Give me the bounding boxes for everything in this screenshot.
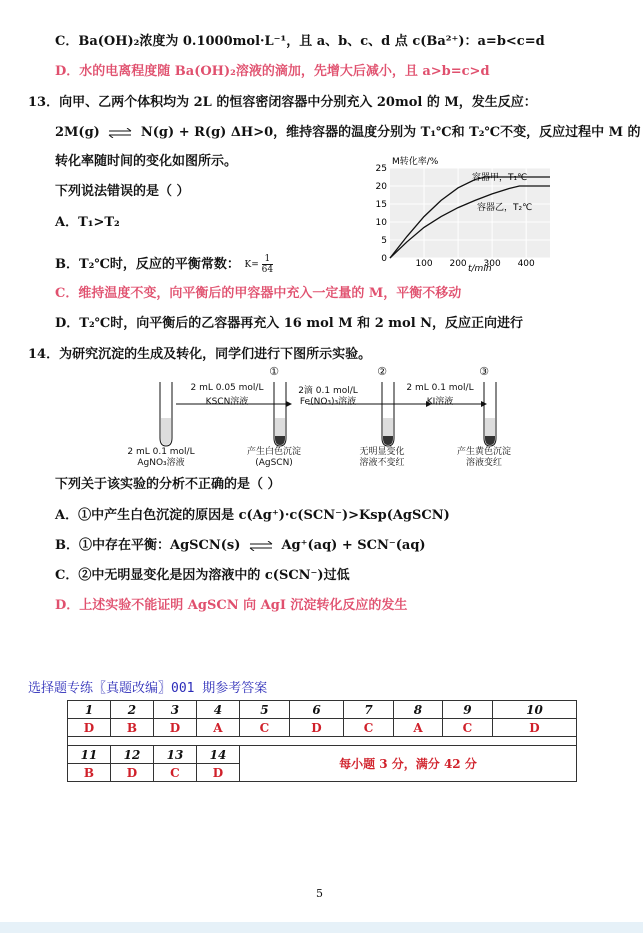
answer-table [67,700,577,782]
answer-value-cell: A [196,719,239,737]
answer-value-cell: D [68,719,111,737]
x-tick-label: 200 [449,259,467,269]
answer-number-cell: 1 [68,701,111,719]
tube-0-icon [160,382,172,446]
answer-number-cell: 13 [153,746,196,764]
x-tick-label: 100 [415,259,433,269]
tube3-label-line1: 产生黄色沉淀 [456,447,511,457]
y-tick-label: 10 [375,218,387,228]
q14-option-b-left: B．①中存在平衡：AgSCN(s) [55,538,241,553]
answer-value-cell: A [394,719,443,737]
answer-number-cell: 3 [153,701,196,719]
tube1-label-line2: (AgSCN) [255,458,293,468]
answer-value-cell: C [239,719,289,737]
answer-number-cell: 5 [239,701,289,719]
k-denominator: 64 [261,265,274,275]
series-label-yi: 容器乙，T₂℃ [477,203,533,213]
k-label: K= [244,260,259,270]
tube-3-icon [484,382,496,446]
step3-reagent-line1: 2 mL 0.1 mol/L [406,383,474,393]
q13-option-d: D．T₂℃时，向平衡后的乙容器再充入 16 mol M 和 2 mol N，反应正向进行 [55,316,524,331]
q13-stem-line2 [55,124,641,142]
tube-2-icon [382,382,394,446]
q14-option-d: D．上述实验不能证明 AgSCN 向 AgI 沉淀转化反应的发生 [55,598,408,613]
q13-question: 下列说法错误的是（ ） [55,184,190,199]
y-tick-label: 20 [375,182,387,192]
chart-ylabel: M转化率/% [392,157,439,167]
bottom-bar [0,922,643,933]
q13-products: N(g) + R(g) ΔH>0，维持容器的温度分别为 T₁℃和 T₂℃不变，反应过程中 M 的 [140,125,641,140]
answer-value-cell: C [344,719,394,737]
q13-reactant: 2M(g) [55,125,100,140]
answer-value-cell: B [110,719,153,737]
step2-reagent-line2: Fe(NO₃)₃溶液 [299,397,357,407]
q13-option-b [55,254,273,275]
answer-value-cell: C [153,764,196,782]
answer-value-cell: B [68,764,111,782]
x-tick-label: 400 [517,259,535,269]
answer-number-cell: 2 [110,701,153,719]
answer-value-cell: D [196,764,239,782]
y-tick-label: 5 [381,236,387,246]
q13-option-c: C．维持温度不变，向平衡后的甲容器中充入一定量的 M，平衡不移动 [55,286,462,301]
q13-stem-line1: 13．向甲、乙两个体积均为 2L 的恒容密闭容器中分别充入 20mol 的 M，发生反应： [28,95,537,110]
tube1-label-line1: 产生白色沉淀 [246,447,301,457]
answer-number-cell: 10 [492,701,576,719]
answer-value-cell: D [153,719,196,737]
answer-number-cell: 9 [442,701,492,719]
q14-stem: 14．为研究沉淀的生成及转化，同学们进行下图所示实验。 [28,347,372,362]
conversion-rate-chart [370,152,570,272]
step1-reagent-line2: KSCN溶液 [205,397,249,407]
scoring-note: 每小题 3 分，满分 42 分 [239,746,576,782]
q12-option-c: C．Ba(OH)₂浓度为 0.1000mol·L⁻¹，且 a、b、c、d 点 c(Ba²⁺)：a=b<c=d [55,34,545,49]
y-tick-label: 15 [375,200,387,210]
equilibrium-arrow-icon [107,128,133,138]
answer-value-cell: D [289,719,343,737]
q13-stem-line3: 转化率随时间的变化如图所示。 [55,154,238,169]
x-tick-label: 300 [483,259,501,269]
tube0-label-line1: 2 mL 0.1 mol/L [127,447,195,457]
q14-option-a: A．①中产生白色沉淀的原因是 c(Ag⁺)·c(SCN⁻)>Ksp(AgSCN) [55,508,450,523]
experiment-diagram [140,365,560,458]
tube3-label-line2: 溶液变红 [465,458,502,468]
equilibrium-arrow-icon [248,541,274,551]
tube0-label-line2: AgNO₃溶液 [137,458,185,468]
series-label-jia: 容器甲，T₁℃ [472,173,528,183]
q12-option-d: D．水的电离程度随 Ba(OH)₂溶液的滴加，先增大后减小，且 a>b=c>d [55,64,490,79]
y-tick-label: 25 [375,164,387,174]
k-numerator: 1 [262,254,273,265]
tube2-label-line2: 溶液不变红 [359,458,405,468]
answer-number-cell: 6 [289,701,343,719]
q14-option-b [55,537,426,555]
answer-title: 选择题专练〖真题改编〗001 期参考答案 [28,681,268,696]
q13-option-b-text: B．T₂℃时，反应的平衡常数： [55,257,240,272]
q14-question: 下列关于该实验的分析不正确的是（ ） [55,477,281,492]
answer-number-cell: 8 [394,701,443,719]
tube1-number: ① [269,365,279,378]
q14-option-c: C．②中无明显变化是因为溶液中的 c(SCN⁻)过低 [55,568,350,583]
answer-value-cell: D [110,764,153,782]
step3-reagent-line2: KI溶液 [426,397,454,407]
tube3-number: ③ [479,365,489,378]
spacer-row [68,737,577,746]
q13-option-a: A．T₁>T₂ [55,215,120,230]
step1-reagent-line1: 2 mL 0.05 mol/L [190,383,264,393]
answer-value-cell: D [492,719,576,737]
page-number: 5 [316,887,323,900]
answer-value-cell: C [442,719,492,737]
answer-number-cell: 4 [196,701,239,719]
answer-number-cell: 7 [344,701,394,719]
tube2-label-line1: 无明显变化 [359,447,405,457]
tube2-number: ② [377,365,387,378]
answer-number-cell: 14 [196,746,239,764]
step2-reagent-line1: 2滴 0.1 mol/L [298,386,358,396]
q14-option-b-right: Ag⁺(aq) + SCN⁻(aq) [281,538,426,553]
chart-xlabel: t/min [468,264,492,272]
y-tick-label: 0 [381,254,387,264]
answer-number-cell: 11 [68,746,111,764]
answer-number-cell: 12 [110,746,153,764]
